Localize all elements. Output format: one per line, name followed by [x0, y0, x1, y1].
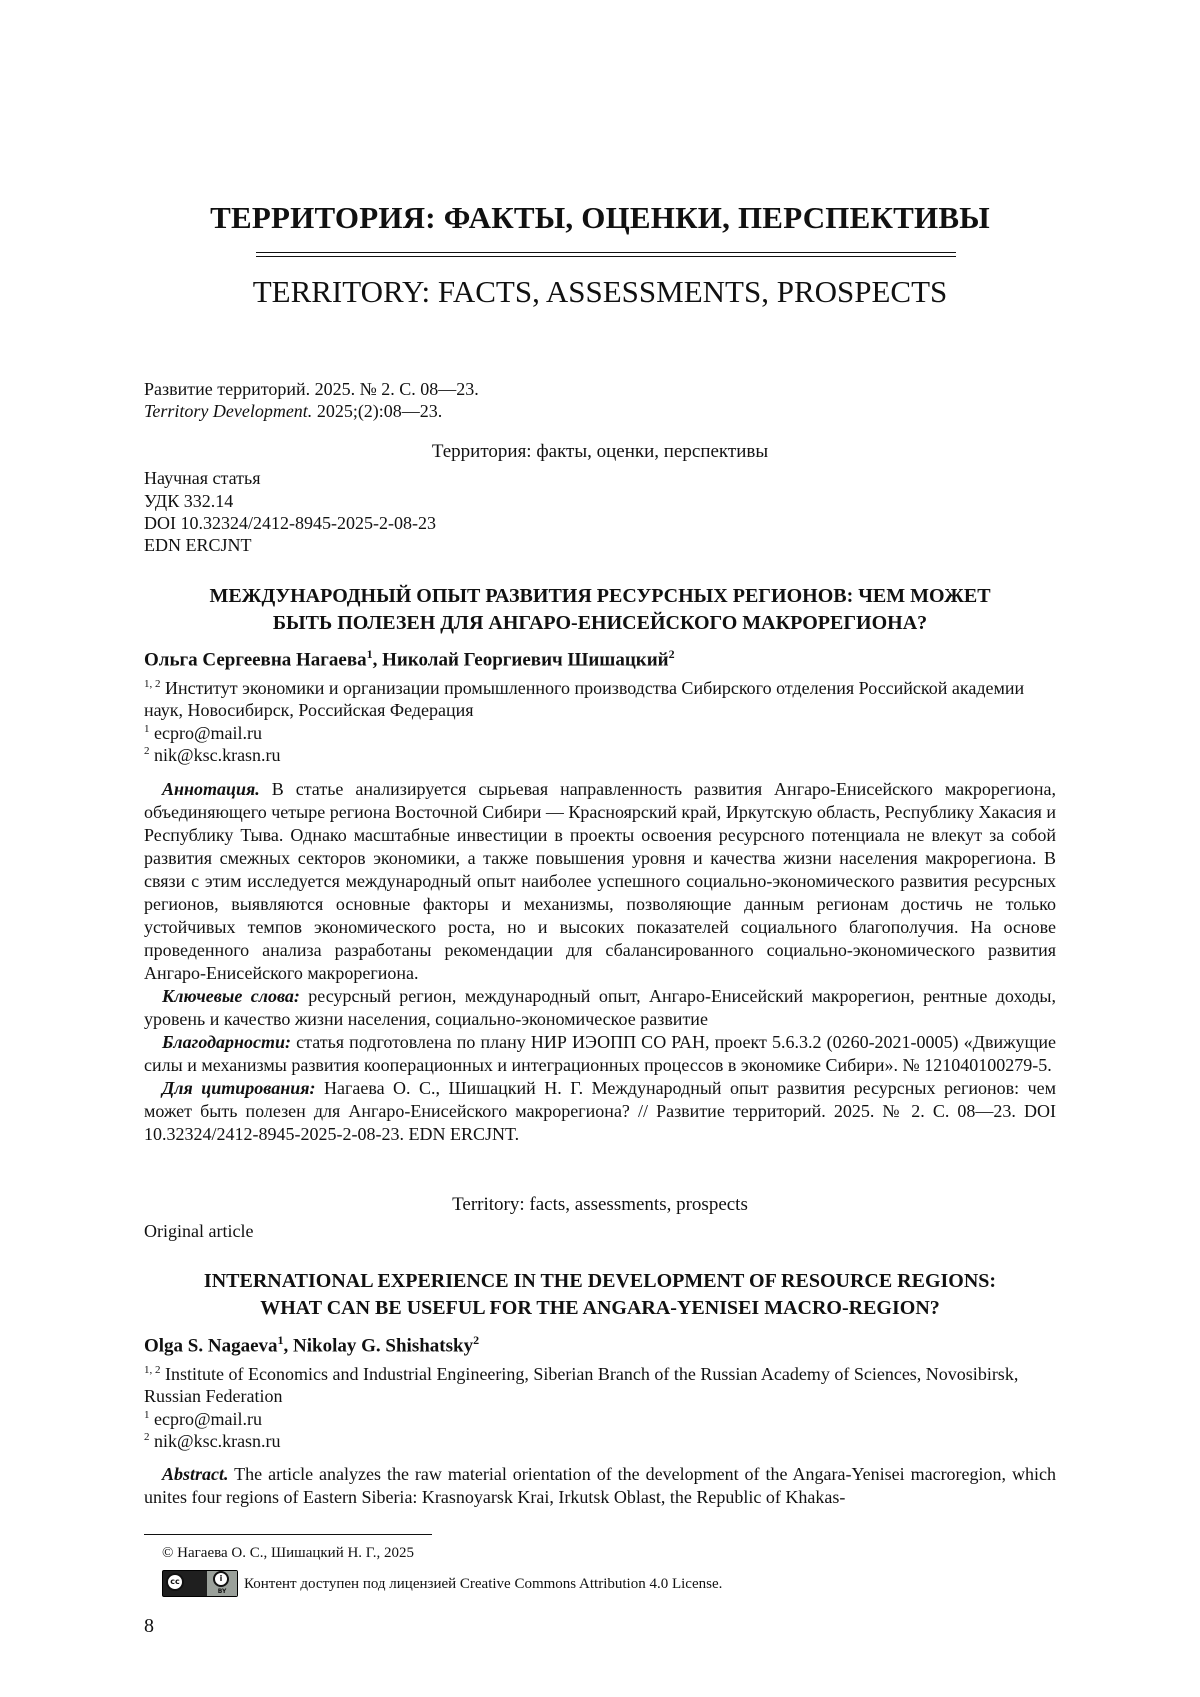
edn: EDN ERCJNT: [144, 535, 252, 555]
cc-logo-icon: cc: [166, 1573, 184, 1591]
email1-en-sup: 1: [144, 1409, 150, 1421]
thanks-ru-label: Благодарности:: [162, 1032, 291, 1052]
en-body: [144, 1463, 1056, 1509]
email2-en: [144, 1426, 1056, 1452]
email2-en-sup: 2: [144, 1431, 150, 1443]
license-text: Контент доступен под лицензией Creative Commons Attribution 4.0 License.: [244, 1576, 723, 1592]
abstract-en-text: The article analyzes the raw material orientation of the development of the Angara-Yenisei macroregion, which unites four regions of Eastern Siberia: Krasnoyarsk Krai, Irkutsk Oblast, the Republic of Khakas-: [144, 1464, 1056, 1507]
abstract-ru-text: В статье анализируется сырьевая направленность развития Ангаро-Енисейского макрорегиона, объединяющего четыре региона Восточной Сибири — Красноярский край, Иркутскую область, Республику Хакасия и Республику Тыва. Однако масштабные инвестиции в проекты освоения ресурсного потенциала не влекут за собой развития смежных секторов экономики, а также повышения уровня и качества жизни населения макрорегиона. В связи с этим исследуется международный опыт наиболее успешного социально-экономического развития ресурсных регионов, выявляются основные факторы и механизмы, позволяющие данным регионам достичь не только устойчивых темпов экономического роста, но и высоких показателей социального благополучия. На основе проведенного анализа разработаны рекомендации для сбалансированного социально-экономического развития Ангаро-Енисейского макрорегиона.: [144, 779, 1056, 983]
abstract-ru-label: Аннотация.: [162, 779, 260, 799]
affiliation-en-text: Institute of Economics and Industrial Engineering, Siberian Branch of the Russian Academy of Sciences, Novosibirsk, Russian Federation: [144, 1364, 1019, 1406]
abstract-en: [144, 1463, 1056, 1509]
citation-en-rest: 2025;(2):08—23.: [312, 401, 443, 421]
author-sep-en: ,: [283, 1335, 294, 1357]
cite-ru-text: Нагаева О. С., Шишацкий Н. Г. Международный опыт развития ресурсных регионов: чем может быть полезен для Ангаро-Енисейского макрорегиона? // Развитие территорий. 2025. № 2. С. 08—23. DOI 10.32324/2412-8945-2025-2-08-23. EDN ERCJNT.: [144, 1078, 1056, 1144]
citation-ru: Развитие территорий. 2025. № 2. С. 08—23.: [144, 379, 479, 399]
article-title-en-line1: INTERNATIONAL EXPERIENCE IN THE DEVELOPMENT OF RESOURCE REGIONS:: [203, 1270, 997, 1292]
thanks-ru-text: статья подготовлена по плану НИР ИЭОПП СО РАН, проект 5.6.3.2 (0260-2021-0005) «Движущие силы и механизмы развития кооперационных и интеграционных процессов в экономике Сибири». № 121040100279-5.: [144, 1032, 1056, 1075]
header-double-rule: [256, 252, 956, 257]
rubric-ru: Территория: факты, оценки, перспективы: [431, 441, 769, 462]
author2-ru-sup: 2: [668, 647, 675, 661]
cc-person-icon: i: [213, 1571, 229, 1587]
author1-ru: Ольга Сергеевна Нагаева: [144, 649, 367, 671]
email1-ru-text: ecpro@mail.ru: [149, 723, 263, 743]
ru-body: [144, 778, 1056, 1146]
email1-en-text: ecpro@mail.ru: [149, 1409, 263, 1429]
author2-en-sup: 2: [473, 1333, 480, 1347]
author1-en-sup: 1: [277, 1333, 284, 1347]
article-title-en-line2: WHAT CAN BE USEFUL FOR THE ANGARA-YENISEI MACRO-REGION?: [260, 1297, 940, 1319]
section-title-ru: ТЕРРИТОРИЯ: ФАКТЫ, ОЦЕНКИ, ПЕРСПЕКТИВЫ: [210, 200, 990, 235]
udk: УДК 332.14: [144, 491, 234, 511]
email2-en-text: nik@ksc.krasn.ru: [149, 1431, 281, 1451]
article-title-ru-line1: МЕЖДУНАРОДНЫЙ ОПЫТ РАЗВИТИЯ РЕСУРСНЫХ РЕГИОНОВ: ЧЕМ МОЖЕТ: [209, 585, 991, 607]
article-title-ru-line2: БЫТЬ ПОЛЕЗЕН ДЛЯ АНГАРО-ЕНИСЕЙСКОГО МАКРОРЕГИОНА?: [272, 612, 928, 634]
affiliation-en-sup: 1, 2: [144, 1364, 161, 1376]
keywords-ru-text: ресурсный регион, международный опыт, Ангаро-Енисейский макрорегион, рентные доходы, уровень и качество жизни населения, социально-экономическое развитие: [144, 986, 1056, 1029]
article-type-ru: Научная статья: [144, 468, 261, 488]
section-title-en: TERRITORY: FACTS, ASSESSMENTS, PROSPECTS: [252, 274, 948, 309]
author1-en: Olga S. Nagaeva: [144, 1335, 278, 1357]
citation-en: [144, 400, 442, 422]
authors-en: [144, 1333, 479, 1357]
article-title-ru: [144, 583, 1056, 637]
author1-ru-sup: 1: [366, 647, 373, 661]
footnote-rule: [144, 1534, 432, 1535]
author2-ru: Николай Георгиевич Шишацкий: [382, 649, 669, 671]
cc-by-license-icon: [162, 1570, 238, 1597]
abstract-en-label: Abstract.: [162, 1464, 229, 1484]
cite-ru-label: Для цитирования:: [162, 1078, 316, 1098]
affiliation-ru: [144, 673, 1056, 721]
author-sep-ru: ,: [372, 649, 383, 671]
email1-ru-sup: 1: [144, 723, 150, 735]
email2-ru-text: nik@ksc.krasn.ru: [149, 745, 281, 765]
affiliation-ru-text: Институт экономики и организации промышленного производства Сибирского отделения Российской академии наук, Новосибирск, Российская Федерация: [144, 678, 1025, 720]
copyright: © Нагаева О. С., Шишацкий Н. Г., 2025: [162, 1545, 415, 1561]
doi: DOI 10.32324/2412-8945-2025-2-08-23: [144, 513, 436, 533]
citation-en-journal: Territory Development.: [144, 401, 313, 421]
affiliation-ru-sup: 1, 2: [144, 678, 161, 690]
cite-ru: [144, 1077, 1056, 1146]
cc-by-label: BY: [217, 1588, 227, 1595]
affiliation-en: [144, 1359, 1056, 1407]
keywords-ru: [144, 985, 1056, 1031]
email2-ru-sup: 2: [144, 745, 150, 757]
thanks-ru: [144, 1031, 1056, 1077]
article-type-en: Original article: [144, 1221, 254, 1241]
keywords-ru-label: Ключевые слова:: [162, 986, 300, 1006]
email2-ru: [144, 740, 1056, 766]
article-title-en: [144, 1268, 1056, 1322]
rubric-en: Territory: facts, assessments, prospects: [452, 1194, 748, 1215]
page-number: 8: [144, 1615, 154, 1637]
abstract-ru: [144, 778, 1056, 985]
authors-ru: [144, 647, 675, 671]
author2-en: Nikolay G. Shishatsky: [293, 1335, 474, 1357]
